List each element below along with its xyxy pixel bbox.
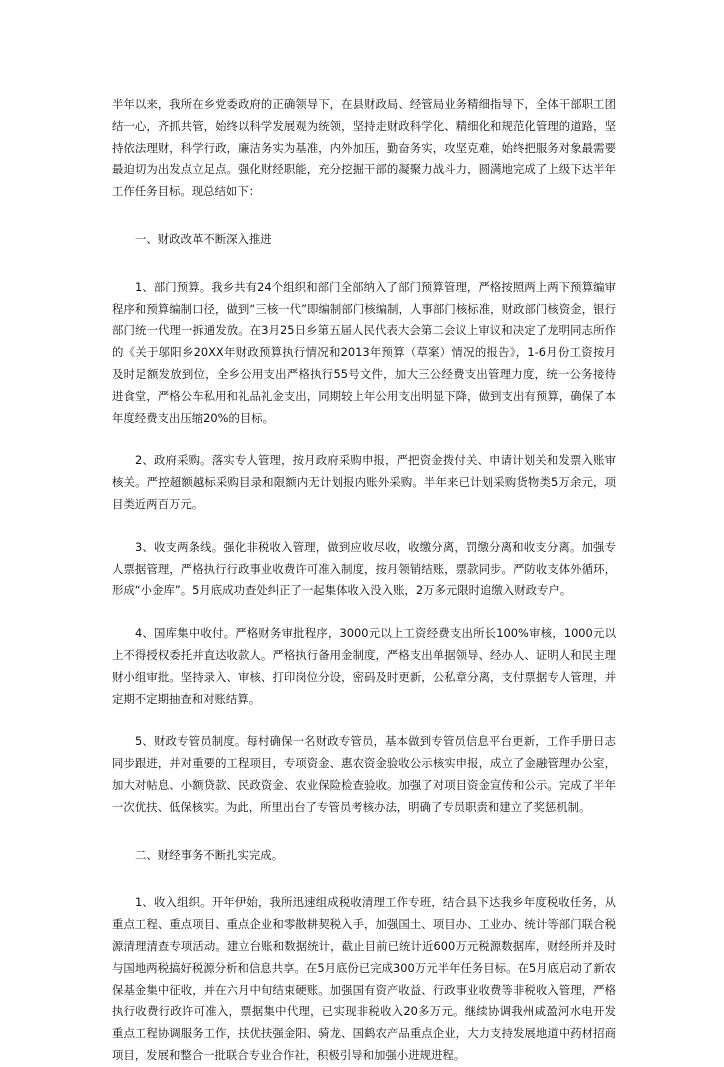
paragraph-item-3: 3、收支两条线。强化非税收入管理，做到应收尽收，收缴分离，罚缴分离和收支分离。加强专人票据管理，严格执行行政事业收费许可准入制度，按月领销结账，票款同步。严防收支体外循环，形成“小金库”。5月底成功查处纠正了一起集体收入没入账，2万多元限时追缴入财政专户。 <box>112 539 616 598</box>
paragraph-item-2: 2、政府采购。落实专人管理，按月政府采购申报，严把资金拨付关、申请计划关和发票入账审核关。严控超额越标采购目录和限额内无计划报内账外采购。半年来已计划采购货物类5万余元，项目类近两百万元。 <box>112 453 616 511</box>
section-heading-1: 一、财政改革不断深入推进 <box>135 231 272 246</box>
section-heading-2: 二、财经事务不断扎实完成。 <box>135 847 284 862</box>
intro-paragraph: 半年以来，我所在乡党委政府的正确领导下，在县财政局、经管局业务精细指导下，全体干部职工团结一心，齐抓共管，始终以科学发展观为统领，坚持走财政科学化、精细化和规范化管理的道路，坚持依法理财，科学行政，廉洁务实为基准，内外加压，勤奋务实，攻坚克难，始终把服务对象最需要最迫切为出发点立足点。强化财经职能，充分挖掘干部的凝聚力战斗力，圆满地完成了上级下达半年工作任务目标。现总结如下： <box>112 97 616 199</box>
paragraph-item-1: 1、部门预算。我乡共有24个组织和部门全部纳入了部门预算管理，严格按照两上两下预算编审程序和预算编制口径，做到“三核一代”即编制部门核编制，人事部门核标准，财政部门核资金，银行部门统一代理一拆通发放。在3月25日乡第五届人民代表大会第二会议上审议和决定了龙明同志所作的《关于邬阳乡20XX年财政预算执行情况和2013年预算（草案）情况的报告》，1-6月份工资按月及时足额发放到位，全乡公用支出严格执行55号文件，加大三公经费支出管理力度，统一公务接待进食堂，严格公车私用和礼品礼金支出，同期较上年公用支出明显下降，做到支出有预算，确保了本年度经费支出压缩20%的目标。 <box>112 279 616 425</box>
paragraph-item-4: 4、国库集中收付。严格财务审批程序，3000元以上工资经费支出所长100%审核，1000元以上不得授权委托并直达收款人。严格执行备用金制度，严格支出单据领导、经办人、证明人和民主理财小组审批。坚持录入、审核、打印岗位分设，密码及时更新，公私章分离，支付票据专人管理，并定期不定期抽查和对账结算。 <box>112 626 616 706</box>
paragraph-item-6: 1、收入组织。开年伊始，我所迅速组成税收清理工作专班，结合县下达我乡年度税收任务，从重点工程、重点项目、重点企业和零散耕契税入手，加强国土、项目办、工业办、统计等部门联合税源清理清查专项活动。建立台账和数据统计，截止目前已统计近600万元税源数据库，财经所并及时与国地两税搞好税源分析和信息共享。在5月底份已完成300万元半年任务目标。在5月底启动了新农保基金集中征收，并在六月中旬结束硬账。加强国有资产收益、行政事业收费等非税收入管理，严格执行收费行政许可准入，票据集中代理，已实现非税收入20多万元。继续协调我州咸盈河水电开发重点工程协调服务工作，扶优扶强金阳、骑龙、国鹤农产品重点企业，大力支持发展地道中药材招商项目，发展和整合一批联合专业合作社，积极引导和加强小进规进程。 <box>112 895 616 1062</box>
paragraph-item-5: 5、财政专管员制度。每村确保一名财政专管员，基本做到专管员信息平台更新，工作手册日志同步跟进，并对重要的工程项目，专项资金、惠农资金验收公示核实申报，成立了金融管理办公室，加大对帖息、小额贷款、民政资金、农业保险检查验收。加强了对项目资金宣传和公示。完成了半年一次优扶、低保核实。为此，所里出台了专管员考核办法，明确了专员职责和建立了奖惩机制。 <box>112 734 616 814</box>
document-page <box>112 94 616 1067</box>
